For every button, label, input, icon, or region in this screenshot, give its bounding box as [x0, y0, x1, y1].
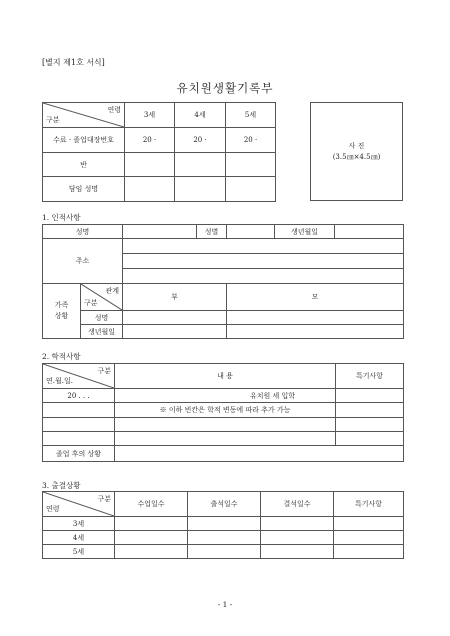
attendance-corner-age: 연령: [46, 505, 60, 513]
age-header-3: 3세: [125, 103, 175, 128]
family-birth-label: 생년월일: [81, 325, 123, 339]
father-name-value[interactable]: [123, 311, 227, 325]
record-corner-date: 연.월.일.: [46, 377, 73, 385]
record-notes-4[interactable]: [336, 432, 404, 446]
age-header-5: 5세: [226, 103, 276, 128]
section1-title: 1. 인적사항: [42, 213, 81, 222]
mother-name-value[interactable]: [227, 311, 404, 325]
attendance-notes-5[interactable]: [334, 545, 404, 559]
record-notes-3[interactable]: [336, 418, 404, 432]
class-days-3[interactable]: [115, 517, 188, 531]
family-corner-category: 구분: [84, 299, 98, 307]
header-corner-cell: [43, 103, 125, 128]
personal-info-table: [42, 224, 404, 339]
class-row-label: 반: [43, 153, 125, 177]
entry-content[interactable]: 유치원 세 입학: [115, 389, 336, 403]
birth-value[interactable]: [335, 225, 404, 239]
absent-days-header: 결석일수: [261, 492, 334, 517]
teacher-row-label: 담임 성명: [43, 177, 125, 202]
record-date-3[interactable]: [43, 418, 115, 432]
section3-title: 3. 출결상황: [42, 481, 81, 490]
attendance-age-4: 4세: [43, 531, 115, 545]
teacher-cell-3[interactable]: [125, 177, 175, 202]
attendance-corner-category: 구분: [97, 495, 111, 503]
record-date-4[interactable]: [43, 432, 115, 446]
record-date-2[interactable]: [43, 403, 115, 418]
number-cell-3[interactable]: 20 ·: [125, 128, 175, 153]
notes-header: 특기사항: [336, 364, 404, 389]
absent-days-3[interactable]: [261, 517, 334, 531]
form-label: [별지 제1호 서식]: [42, 58, 105, 67]
photo-label: 사 진: [348, 141, 365, 150]
record-corner-category: 구분: [97, 367, 111, 375]
birth-label: 생년월일: [275, 225, 335, 239]
attended-days-4[interactable]: [188, 531, 261, 545]
record-notes-2[interactable]: [336, 403, 404, 418]
number-row-label: 수료 · 졸업대장번호: [43, 128, 125, 153]
address-line-3[interactable]: [123, 269, 404, 284]
father-header: 부: [123, 284, 227, 311]
mother-birth-value[interactable]: [227, 325, 404, 339]
entry-date[interactable]: 20 . . .: [43, 389, 115, 403]
class-cell-5[interactable]: [226, 153, 276, 177]
header-table: [42, 102, 276, 202]
attendance-notes-header: 특기사항: [334, 492, 404, 517]
corner-category-label: 구분: [46, 116, 60, 124]
family-label: 가족 상황: [43, 284, 81, 339]
attendance-notes-3[interactable]: [334, 517, 404, 531]
page-title: 유치원생활기록부: [176, 81, 274, 95]
class-days-5[interactable]: [115, 545, 188, 559]
attendance-notes-4[interactable]: [334, 531, 404, 545]
absent-days-5[interactable]: [261, 545, 334, 559]
name-label: 성명: [43, 225, 123, 239]
attended-days-3[interactable]: [188, 517, 261, 531]
photo-box[interactable]: [310, 102, 403, 201]
address-label: 주소: [43, 239, 123, 284]
address-line-1[interactable]: [123, 239, 404, 254]
attended-days-5[interactable]: [188, 545, 261, 559]
content-header: 내 용: [115, 364, 336, 389]
gender-label: 성별: [197, 225, 227, 239]
after-graduation-label: 졸업 후의 상황: [43, 446, 115, 462]
attendance-table: [42, 491, 404, 559]
address-line-2[interactable]: [123, 254, 404, 269]
class-days-4[interactable]: [115, 531, 188, 545]
entry-notes[interactable]: [336, 389, 404, 403]
number-cell-5[interactable]: 20 ·: [226, 128, 276, 153]
page-number: - 1 -: [217, 600, 233, 609]
mother-header: 모: [227, 284, 404, 311]
number-cell-4[interactable]: 20 ·: [175, 128, 226, 153]
family-corner-relation: 관계: [105, 287, 119, 295]
family-name-label: 성명: [81, 311, 123, 325]
teacher-cell-4[interactable]: [175, 177, 226, 202]
section2-title: 2. 학적사항: [42, 352, 81, 361]
after-graduation-value[interactable]: [115, 446, 404, 462]
absent-days-4[interactable]: [261, 531, 334, 545]
corner-age-label: 연령: [107, 106, 121, 114]
teacher-cell-5[interactable]: [226, 177, 276, 202]
attendance-corner-cell: [43, 492, 115, 517]
record-corner-cell: [43, 364, 115, 389]
father-birth-value[interactable]: [123, 325, 227, 339]
record-note-text: ※ 이하 빈칸은 학적 변동에 따라 추가 가능: [115, 403, 336, 418]
class-cell-4[interactable]: [175, 153, 226, 177]
age-header-4: 4세: [175, 103, 226, 128]
photo-size: (3.5㎝×4.5㎝): [332, 152, 381, 161]
attendance-age-5: 5세: [43, 545, 115, 559]
gender-value[interactable]: [227, 225, 275, 239]
record-content-4[interactable]: [115, 432, 336, 446]
attended-days-header: 출석일수: [188, 492, 261, 517]
attendance-age-3: 3세: [43, 517, 115, 531]
class-cell-3[interactable]: [125, 153, 175, 177]
school-record-table: [42, 363, 404, 462]
name-value[interactable]: [123, 225, 197, 239]
record-content-3[interactable]: [115, 418, 336, 432]
class-days-header: 수업일수: [115, 492, 188, 517]
family-corner-cell: [81, 284, 123, 311]
